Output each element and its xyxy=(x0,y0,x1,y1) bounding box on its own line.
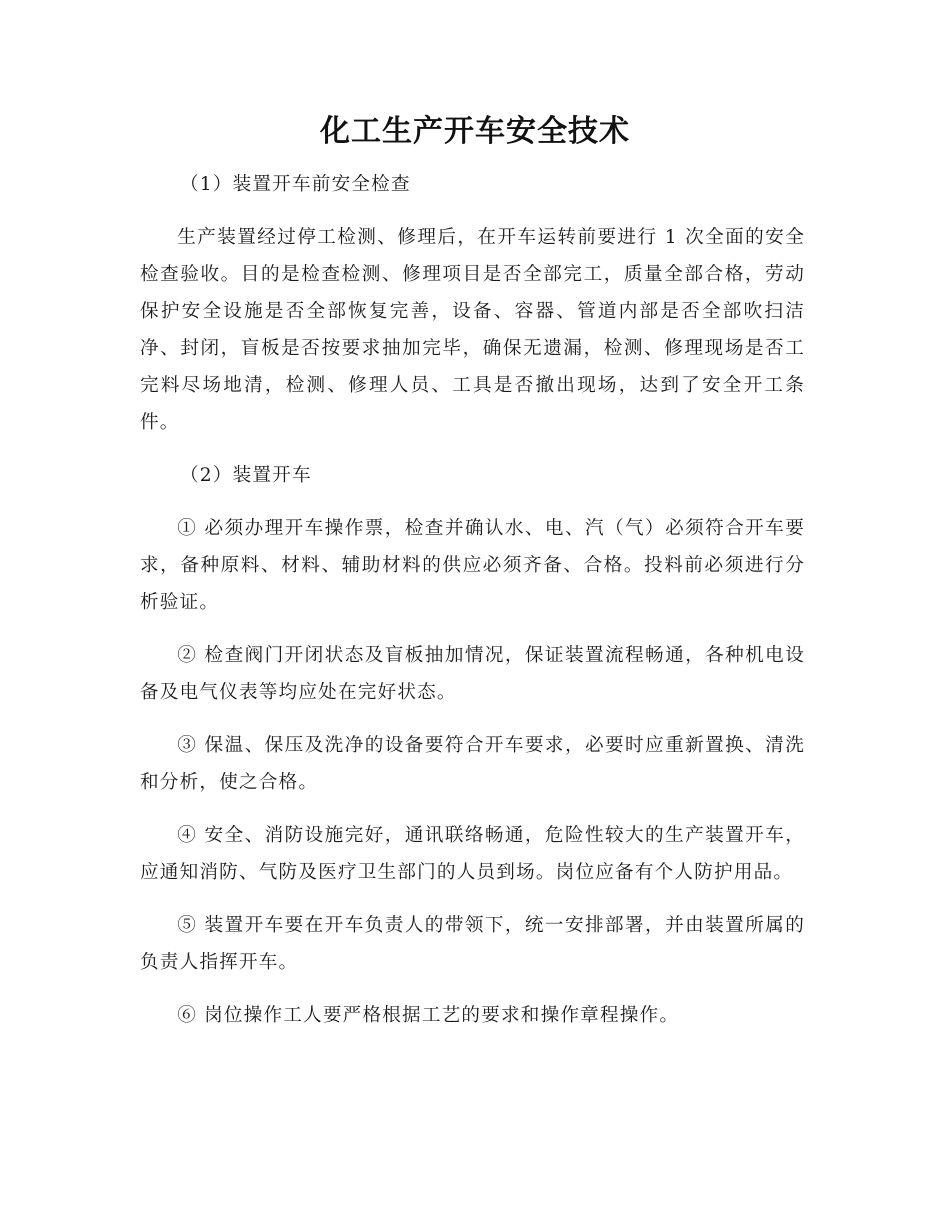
section-heading-2: （2）装置开车 xyxy=(180,465,312,486)
section-heading-1: （1）装置开车前安全检查 xyxy=(180,174,411,195)
spacer xyxy=(140,981,805,997)
list-item-5: ⑤ 装置开车要在开车负责人的带领下，统一安排部署，并由装置所属的负责人指挥开车。 xyxy=(140,915,805,973)
list-item-6: ⑥ 岗位操作工人要严格根据工艺的要求和操作章程操作。 xyxy=(177,1005,680,1026)
list-item-4: ④ 安全、消防设施完好，通讯联络畅通，危险性较大的生产装置开车，应通知消防、气防及医疗卫生部门的人员到场。岗位应备有个人防护用品。 xyxy=(140,825,805,883)
document-body xyxy=(140,166,805,1034)
list-item-3: ③ 保温、保压及洗净的设备要符合开车要求，必要时应重新置换、清洗和分析，使之合格。 xyxy=(140,735,805,793)
spacer xyxy=(140,441,805,457)
list-item-2: ② 检查阀门开闭状态及盲板抽加情况，保证装置流程畅通，各种机电设备及电气仪表等均应处在完好状态。 xyxy=(140,645,805,703)
spacer xyxy=(140,621,805,637)
list-item-1: ① 必须办理开车操作票，检查并确认水、电、汽（气）必须符合开车要求，备种原料、材料、辅助材料的供应必须齐备、合格。投料前必须进行分析验证。 xyxy=(140,518,805,613)
spacer xyxy=(140,891,805,907)
spacer xyxy=(140,494,805,510)
document-title: 化工生产开车安全技术 xyxy=(320,114,630,149)
spacer xyxy=(140,801,805,817)
spacer xyxy=(140,711,805,727)
spacer xyxy=(140,203,805,219)
section-1-paragraph-1: 生产装置经过停工检测、修理后，在开车运转前要进行 1 次全面的安全检查验收。目的是检查检测、修理项目是否全部完工，质量全部合格，劳动保护安全设施是否全部恢复完善，设备、容器、管道内部是否全部吹扫洁净、封闭，盲板是否按要求抽加完毕，确保无遗漏，检测、修理现场是否工完料尽场地清，检测、修理人员、工具是否撤出现场，达到了安全开工条件。 xyxy=(140,227,805,433)
